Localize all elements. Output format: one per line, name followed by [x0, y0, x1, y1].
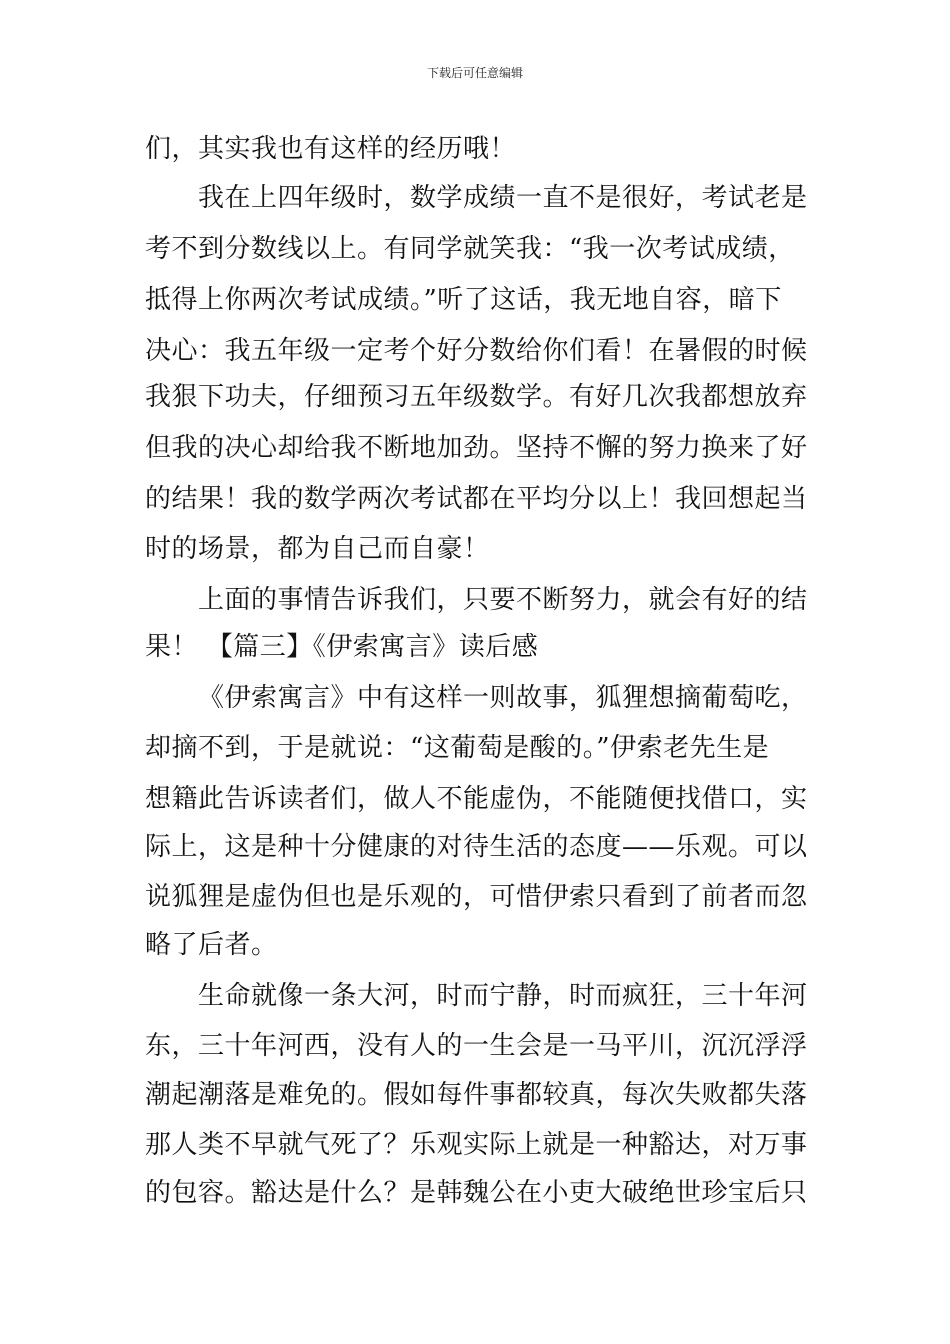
text-line: 果！ 【篇三】《伊索寓言》读后感	[145, 632, 539, 662]
text-line: 《伊索寓言》中有这样一则故事，狐狸想摘葡萄吃，	[198, 683, 808, 713]
text-line: 那人类不早就气死了？乐观实际上就是一种豁达，对万事	[145, 1130, 808, 1160]
text-line: 却摘不到，于是就说：“这葡萄是酸的。”伊索老先生是	[145, 733, 770, 763]
page-header: 下载后可任意编辑	[426, 66, 523, 80]
text-line: 际上，这是种十分健康的对待生活的态度——乐观。可以	[145, 832, 808, 862]
text-line: 上面的事情告诉我们，只要不断努力，就会有好的结	[198, 585, 808, 615]
text-line: 说狐狸是虚伪但也是乐观的，可惜伊索只看到了前者而忽	[145, 882, 808, 912]
text-line: 们，其实我也有这样的经历哦！	[145, 134, 517, 164]
text-line: 我在上四年级时，数学成绩一直不是很好，考试老是	[198, 183, 808, 213]
text-line: 想籍此告诉读者们，做人不能虚伪，不能随便找借口，实	[145, 784, 808, 814]
text-line: 我狠下功夫，仔细预习五年级数学。有好几次我都想放弃	[145, 382, 808, 412]
text-line: 东，三十年河西，没有人的一生会是一马平川，沉沉浮浮	[145, 1031, 808, 1061]
text-line: 时的场景，都为自己而自豪！	[145, 534, 490, 564]
text-line: 略了后者。	[145, 930, 278, 960]
text-line: 潮起潮落是难免的。假如每件事都较真，每次失败都失落	[145, 1080, 808, 1110]
text-line: 生命就像一条大河，时而宁静，时而疯狂，三十年河	[198, 981, 808, 1011]
text-line: 考不到分数线以上。有同学就笑我：“我一次考试成绩，	[145, 234, 795, 264]
text-line: 抵得上你两次考试成绩。”听了这话，我无地自容，暗下	[145, 285, 782, 315]
text-line: 决心：我五年级一定考个好分数给你们看！在暑假的时候	[145, 336, 808, 366]
text-line: 但我的决心却给我不断地加劲。坚持不懈的努力换来了好	[145, 433, 808, 463]
text-line: 的包容。豁达是什么？是韩魏公在小吏大破绝世珍宝后只	[145, 1178, 808, 1208]
text-line: 的结果！我的数学两次考试都在平均分以上！我回想起当	[145, 484, 808, 514]
